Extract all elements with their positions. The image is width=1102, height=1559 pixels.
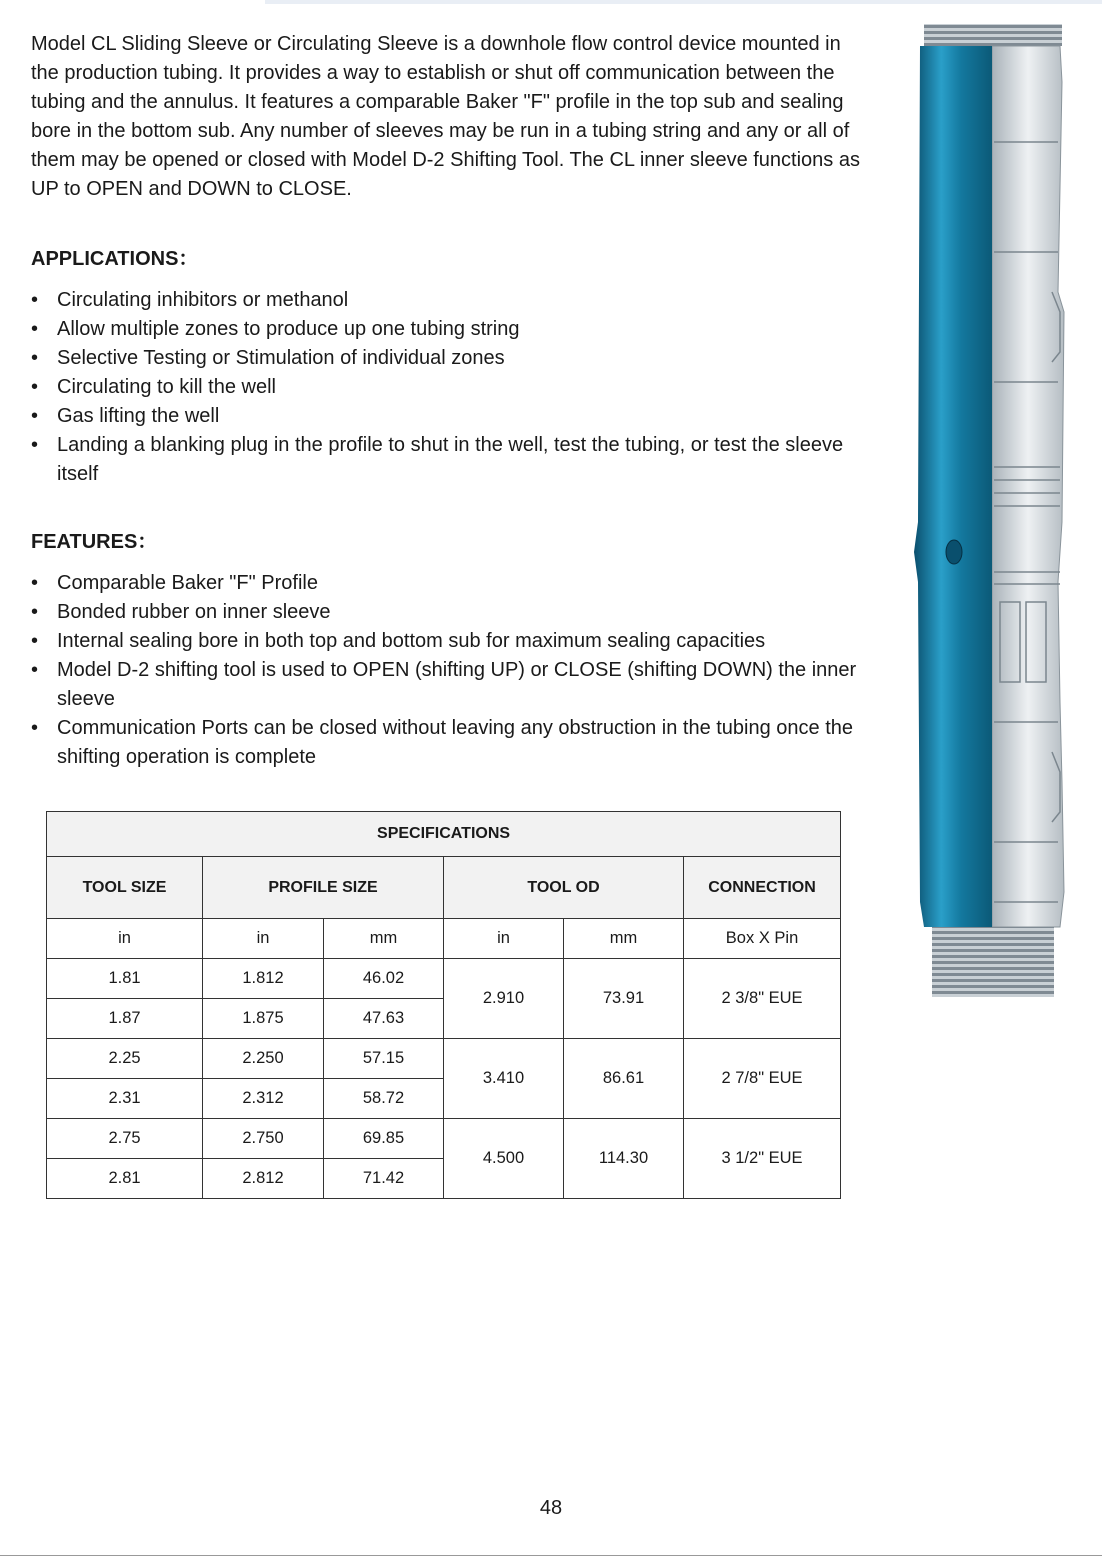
od-in-cell: 4.500 xyxy=(444,1119,564,1199)
header-tool-size: TOOL SIZE xyxy=(47,857,203,919)
profile-mm-cell: 47.63 xyxy=(324,999,444,1039)
table-row xyxy=(47,1039,841,1079)
unit-cell: in xyxy=(203,919,324,959)
profile-in-cell: 2.250 xyxy=(203,1039,324,1079)
list-item: • Allow multiple zones to produce up one tubing string xyxy=(31,315,881,344)
bottom-rule xyxy=(0,1555,1102,1556)
list-item: • Selective Testing or Stimulation of individual zones xyxy=(31,344,881,373)
features-heading: FEATURES： xyxy=(31,531,158,553)
list-item: • Circulating inhibitors or methanol xyxy=(31,286,881,315)
unit-cell: mm xyxy=(324,919,444,959)
profile-in-cell: 2.750 xyxy=(203,1119,324,1159)
profile-mm-cell: 69.85 xyxy=(324,1119,444,1159)
list-item: • Bonded rubber on inner sleeve xyxy=(31,598,881,627)
tool-size-cell: 1.87 xyxy=(47,999,203,1039)
tool-size-cell: 2.31 xyxy=(47,1079,203,1119)
tool-body-cutaway xyxy=(992,46,1064,927)
od-in-cell: 3.410 xyxy=(444,1039,564,1119)
connection-cell: 3 1/2" EUE xyxy=(684,1119,841,1199)
table-row xyxy=(47,1119,841,1159)
profile-mm-cell: 57.15 xyxy=(324,1039,444,1079)
top-rule xyxy=(265,0,1102,4)
od-mm-cell: 114.30 xyxy=(564,1119,684,1199)
table-title: SPECIFICATIONS xyxy=(47,812,841,857)
profile-mm-cell: 58.72 xyxy=(324,1079,444,1119)
tool-size-cell: 2.81 xyxy=(47,1159,203,1199)
unit-cell: mm xyxy=(564,919,684,959)
page-number: 48 xyxy=(539,1497,563,1519)
tool-size-cell: 2.75 xyxy=(47,1119,203,1159)
applications-list xyxy=(31,286,881,489)
communication-port xyxy=(946,540,962,564)
od-mm-cell: 73.91 xyxy=(564,959,684,1039)
list-item: • Model D-2 shifting tool is used to OPEN (shifting UP) or CLOSE (shifting DOWN) the inner sleeve xyxy=(31,656,881,714)
specifications-table xyxy=(46,811,841,1199)
applications-heading: APPLICATIONS： xyxy=(31,248,199,270)
table-row xyxy=(47,959,841,999)
profile-in-cell: 2.312 xyxy=(203,1079,324,1119)
connection-cell: 2 7/8" EUE xyxy=(684,1039,841,1119)
profile-in-cell: 1.812 xyxy=(203,959,324,999)
unit-cell: Box X Pin xyxy=(684,919,841,959)
header-connection: CONNECTION xyxy=(684,857,841,919)
tool-body-blue xyxy=(914,46,992,927)
tool-size-cell: 1.81 xyxy=(47,959,203,999)
top-thread xyxy=(924,24,1062,46)
od-in-cell: 2.910 xyxy=(444,959,564,1039)
bottom-thread xyxy=(932,927,1054,997)
unit-cell: in xyxy=(444,919,564,959)
list-item: • Comparable Baker "F" Profile xyxy=(31,569,881,598)
features-list xyxy=(31,569,881,772)
unit-cell: in xyxy=(47,919,203,959)
intro-paragraph: Model CL Sliding Sleeve or Circulating Sleeve is a downhole flow control device mounted in the production tubing. It provides a way to establish or shut off communication between the tubing and the annulus. It features a comparable Baker "F" profile in the top sub and sealing bore in the bottom sub. Any number of sleeves may be run in a tubing string and any or all of them may be opened or closed with Model D-2 Shifting Tool. The CL inner sleeve functions as UP to OPEN and DOWN to CLOSE. xyxy=(31,33,860,200)
profile-in-cell: 1.875 xyxy=(203,999,324,1039)
list-item: • Circulating to kill the well xyxy=(31,373,881,402)
connection-cell: 2 3/8" EUE xyxy=(684,959,841,1039)
od-mm-cell: 86.61 xyxy=(564,1039,684,1119)
profile-mm-cell: 46.02 xyxy=(324,959,444,999)
list-item: • Gas lifting the well xyxy=(31,402,881,431)
profile-in-cell: 2.812 xyxy=(203,1159,324,1199)
list-item: • Communication Ports can be closed without leaving any obstruction in the tubing once the shifting operation is complete xyxy=(31,714,881,772)
tool-size-cell: 2.25 xyxy=(47,1039,203,1079)
list-item: • Internal sealing bore in both top and bottom sub for maximum sealing capacities xyxy=(31,627,881,656)
header-tool-od: TOOL OD xyxy=(444,857,684,919)
list-item: • Landing a blanking plug in the profile to shut in the well, test the tubing, or test the sleeve itself xyxy=(31,431,881,489)
profile-mm-cell: 71.42 xyxy=(324,1159,444,1199)
header-profile-size: PROFILE SIZE xyxy=(203,857,444,919)
sliding-sleeve-illustration xyxy=(912,22,1072,1002)
